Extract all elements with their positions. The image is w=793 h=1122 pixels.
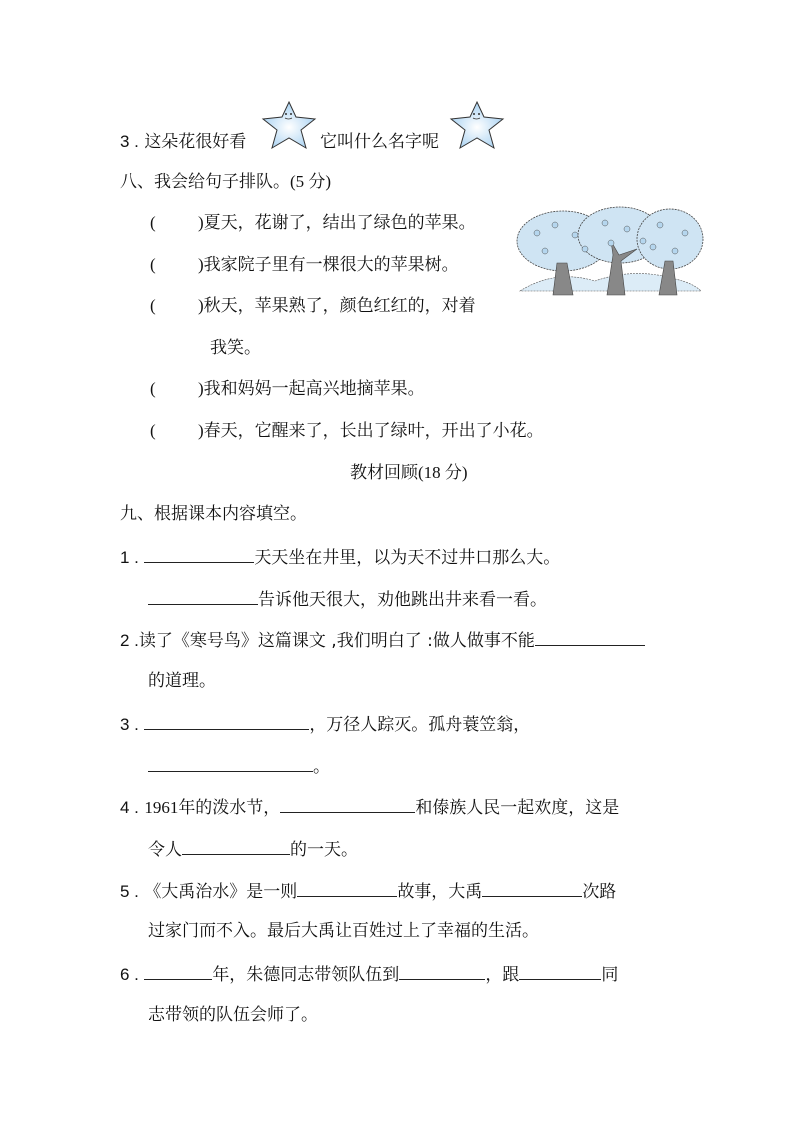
answer-blank[interactable] [519,961,601,980]
answer-blank[interactable] [399,961,485,980]
part-heading-score: (18 分) [418,463,468,482]
fill-question-6-line2 [148,1003,318,1027]
fill-question-2 [120,627,645,653]
ordering-sentence: 我家院子里有一棵很大的苹果树。 [203,255,459,275]
question-text: 。 [313,757,330,777]
question-text: 告诉他天很大，劝他跳出井来看一看。 [258,590,547,610]
fill-question-3-line2 [148,753,330,779]
apple-trees-illustration [515,203,705,299]
sentence-part-2: 它叫什么名字呢 [320,132,439,152]
answer-blank[interactable] [148,586,258,605]
fill-question-5 [120,878,616,904]
fill-question-3 [120,711,530,737]
section-title-text: 八、我会给句子排队。 [120,172,290,192]
answer-blank[interactable] [535,627,645,646]
ordering-sentence: 我和妈妈一起高兴地摘苹果。 [203,379,425,399]
answer-blank[interactable] [280,794,415,813]
ordering-sentence-continuation: 我笑。 [210,338,261,358]
ordering-sentence: 春天，它醒来了，长出了绿叶，开出了小花。 [203,421,544,441]
question-number: 3 . [120,715,139,734]
ordering-item [150,419,544,443]
section-9-title [120,502,307,526]
question-text: 令人 [148,840,182,860]
question-number: 3 . [120,132,139,151]
order-input-close: ) [198,296,204,315]
order-input-open[interactable]: ( [150,296,156,315]
q3-punctuation-row [120,130,246,154]
order-input-open[interactable]: ( [150,421,156,440]
order-input-open[interactable]: ( [150,379,156,398]
star-icon [260,100,318,150]
answer-blank[interactable] [148,753,313,772]
question-number: 4 . [120,798,139,817]
ordering-item [150,377,425,401]
ordering-item-continuation [210,336,261,360]
answer-blank[interactable] [144,961,212,980]
order-input-open[interactable]: ( [150,255,156,274]
question-text: 的一天。 [290,840,358,860]
fill-question-5-line2 [148,919,539,943]
question-text: 同 [601,965,619,985]
question-text: 和傣族人民一起欢度，这是 [415,798,620,818]
part-heading [350,461,468,485]
order-input-close: ) [198,213,204,232]
answer-blank[interactable] [144,711,309,730]
question-text: ，跟 [485,965,520,985]
ordering-sentence: 秋天，苹果熟了，颜色红红的，对着 [203,296,476,316]
ordering-sentence: 夏天，花谢了，结出了绿色的苹果。 [203,213,476,233]
question-text: 读了《寒号鸟》这篇课文 ,我们明白了 :做人做事不能 [138,631,535,651]
question-text: 的道理。 [148,671,216,691]
fill-question-6 [120,961,618,987]
question-text: 《大禹治水》是一则 [144,882,298,902]
fill-question-2-line2 [148,669,216,693]
fill-question-4 [120,794,619,820]
order-input-close: ) [198,421,204,440]
order-input-close: ) [198,379,204,398]
question-text: 年，朱德同志带领队伍到 [212,965,400,985]
answer-blank[interactable] [182,836,290,855]
fill-question-4-line2 [148,836,358,862]
ordering-item [150,211,476,235]
question-number: 2 . [120,631,139,650]
question-text: 过家门而不入。最后大禹让百姓过上了幸福的生活。 [148,921,539,941]
year: 1961 [144,798,179,817]
fill-question-1 [120,544,560,570]
part-heading-title: 教材回顾 [350,463,418,483]
answer-blank[interactable] [144,544,254,563]
star-icon [448,100,506,150]
section-score: (5 分) [290,172,332,191]
order-input-close: ) [198,255,204,274]
question-number: 5 . [120,882,139,901]
question-number: 6 . [120,965,139,984]
sentence-part-1: 这朵花很好看 [144,132,247,152]
ordering-item [150,253,459,277]
ordering-item [150,294,476,318]
question-number: 1 . [120,548,139,567]
question-text: ，万径人踪灭。孤舟蓑笠翁， [309,715,531,735]
question-text: 故事，大禹 [397,882,483,902]
answer-blank[interactable] [482,878,582,897]
answer-blank[interactable] [297,878,397,897]
question-text: 志带领的队伍会师了。 [148,1005,318,1025]
section-title-text: 九、根据课本内容填空。 [120,504,307,524]
question-text: 天天坐在井里，以为天不过井口那么大。 [254,548,561,568]
fill-question-1-line2 [148,586,547,612]
section-8-title [120,170,331,194]
order-input-open[interactable]: ( [150,213,156,232]
question-text: 年的泼水节， [178,798,281,818]
q3-punctuation-row-part2 [320,130,439,154]
question-text: 次路 [582,882,617,902]
